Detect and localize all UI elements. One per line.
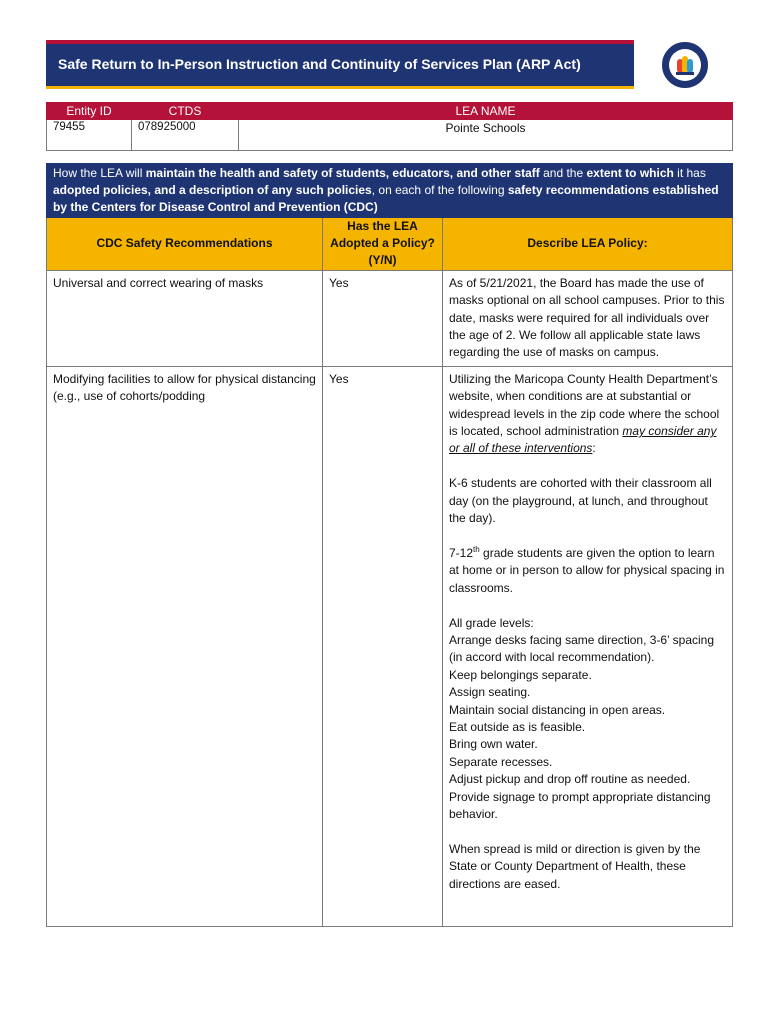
list-item: Keep belongings separate. xyxy=(449,667,592,682)
recommendation-cell: Universal and correct wearing of masks xyxy=(47,270,323,366)
policy-list xyxy=(449,615,726,824)
table-row xyxy=(47,270,733,366)
seal-base xyxy=(676,72,694,75)
policy-paragraph: 7-12th grade students are given the option to learn at home or in person to allow for physical spacing in classrooms. xyxy=(449,544,725,595)
list-item: Eat outside as is feasible. xyxy=(449,719,586,734)
seal-figure-icon xyxy=(687,59,693,73)
list-label: All grade levels: xyxy=(449,615,534,630)
intro-text: How the LEA will maintain the health and safety of students, educators, and other staff and the extent to which it has adopted policies, and a description of any such policies, on each of the following safety recommendations established by the Centers for Disease Control and Prevention (CDC) xyxy=(47,164,733,218)
list-item: Assign seating. xyxy=(449,685,531,700)
entity-id-header: Entity ID xyxy=(47,103,132,120)
ctds-value: 078925000 xyxy=(132,120,239,151)
table-row xyxy=(47,366,733,926)
policy-cell: As of 5/21/2021, the Board has made the use of masks optional on all school campuses. Prior to this date, masks were required for all individuals over the age of 2. We follow all applicable state laws regarding the use of masks on campus. xyxy=(443,270,733,366)
title-banner xyxy=(46,40,634,90)
seal-inner xyxy=(669,49,701,81)
entity-id-value: 79455 xyxy=(47,120,132,151)
ctds-header: CTDS xyxy=(132,103,239,120)
banner-underline xyxy=(46,86,634,89)
cdc-column-header: CDC Safety Recommendations xyxy=(47,217,323,270)
describe-column-header: Describe LEA Policy: xyxy=(443,217,733,270)
adopted-cell: Yes xyxy=(323,366,443,926)
list-item: Arrange desks facing same direction, 3-6’ spacing (in accord with local recommendation). xyxy=(449,632,715,665)
page-title: Safe Return to In-Person Instruction and Continuity of Services Plan (ARP Act) xyxy=(58,56,581,72)
recommendation-cell: Modifying facilities to allow for physical distancing (e.g., use of cohorts/podding xyxy=(47,366,323,926)
policy-paragraph: When spread is mild or direction is given by the State or County Department of Health, these directions are eased. xyxy=(449,841,701,891)
entity-table xyxy=(46,102,733,151)
list-item: Provide signage to prompt appropriate distancing behavior. xyxy=(449,789,711,821)
intro-row xyxy=(47,164,733,218)
adopted-cell: Yes xyxy=(323,270,443,366)
safety-recommendations-table xyxy=(46,163,733,927)
list-item: Adjust pickup and drop off routine as needed. xyxy=(449,772,691,787)
lea-name-value: Pointe Schools xyxy=(239,120,733,151)
state-seal-logo xyxy=(662,42,708,88)
policy-paragraph: K-6 students are cohorted with their classroom all day (on the playground, at lunch, and throughout the day). xyxy=(449,476,712,526)
lea-name-header: LEA NAME xyxy=(239,103,733,120)
adopted-column-header: Has the LEA Adopted a Policy? (Y/N) xyxy=(323,217,443,270)
list-item: Separate recesses. xyxy=(449,754,553,769)
list-item: Bring own water. xyxy=(449,737,538,752)
policy-cell xyxy=(443,366,733,926)
list-item: Maintain social distancing in open areas. xyxy=(449,702,666,717)
column-header-row xyxy=(47,217,733,270)
policy-paragraph: Utilizing the Maricopa County Health Department’s website, when conditions are at substantial or widespread levels in the zip code where the school is located, school administration may consider any or all of these interventions: xyxy=(449,371,720,456)
